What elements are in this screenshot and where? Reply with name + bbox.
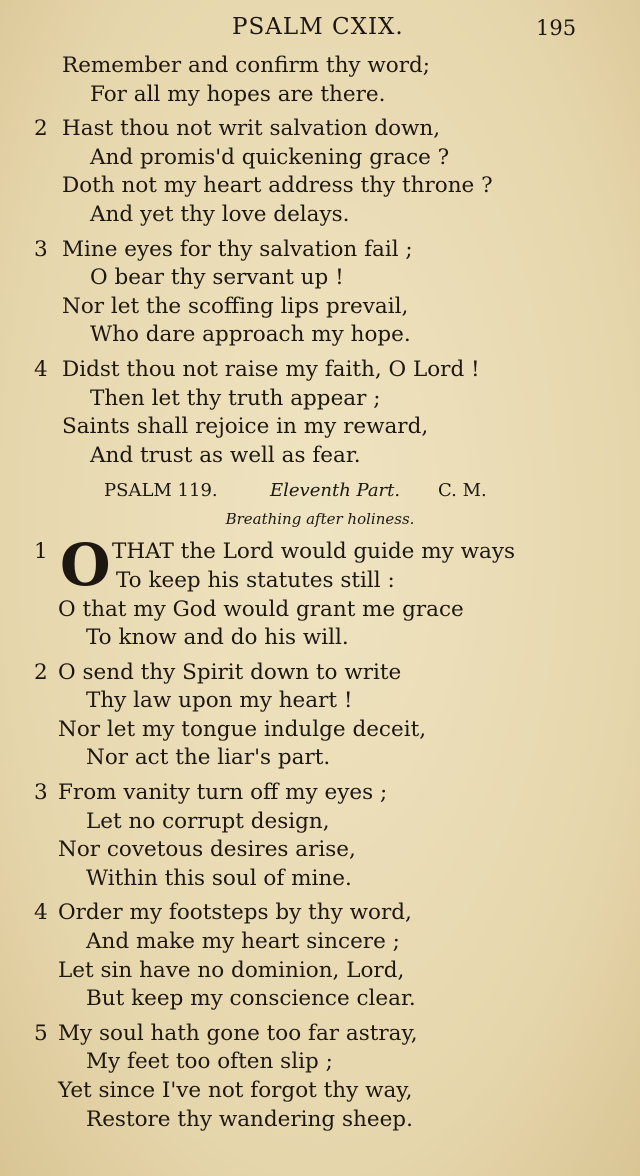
verse-line: Nor covetous desires arise, xyxy=(58,837,356,863)
verse-line: And yet thy love delays. xyxy=(90,201,350,227)
stanza-number: 3 xyxy=(34,780,48,806)
verse-line: Remember and confirm thy word; xyxy=(62,53,431,78)
verse-line: My soul hath gone too far astray, xyxy=(58,1020,418,1046)
stanza-a-4 xyxy=(0,356,640,470)
stanza-number: 3 xyxy=(34,236,48,262)
page-body xyxy=(0,52,640,1134)
part-name: Eleventh Part. xyxy=(270,480,401,502)
verse-line: Nor act the liar's part. xyxy=(86,745,331,771)
verse-line: Thy law upon my heart ! xyxy=(86,688,353,714)
verse-line: Hast thou not writ salvation down, xyxy=(62,116,441,142)
verse-line: O bear thy servant up ! xyxy=(90,265,344,291)
verse-line: Then let thy truth appear ; xyxy=(90,385,381,411)
stanza-a-2 xyxy=(0,115,640,229)
verse-line: Let no corrupt design, xyxy=(86,808,330,834)
verse-line: But keep my conscience clear. xyxy=(86,986,416,1012)
verse-line: For all my hopes are there. xyxy=(90,81,386,107)
stanza-number: 4 xyxy=(34,356,48,382)
verse-line: Restore thy wandering sheep. xyxy=(86,1106,413,1132)
verse-line: O that my God would grant me grace xyxy=(58,596,464,622)
verse-line: Order my footsteps by thy word, xyxy=(58,900,412,926)
verse-line: Didst thou not raise my faith, O Lord ! xyxy=(62,356,480,382)
verse-line: My feet too often slip ; xyxy=(86,1049,333,1075)
stanza-b-5 xyxy=(0,1020,640,1134)
verse-line: And promis'd quickening grace ? xyxy=(90,144,450,170)
drop-cap: O xyxy=(60,531,111,600)
running-head: PSALM CXIX. xyxy=(232,14,404,40)
verse-line: Yet since I've not forgot thy way, xyxy=(58,1078,413,1103)
stanza-a-3 xyxy=(0,236,640,350)
stanza-number: 4 xyxy=(34,900,48,926)
verse-line: And trust as well as fear. xyxy=(90,442,361,468)
part-title: PSALM 119. xyxy=(104,480,218,502)
verse-line: Saints shall rejoice in my reward, xyxy=(62,414,429,440)
verse-line: Let sin have no dominion, Lord, xyxy=(58,957,405,983)
verse-line: Nor let the scoffing lips prevail, xyxy=(62,293,409,319)
verse-line: To know and do his will. xyxy=(86,625,349,651)
verse-line: O send thy Spirit down to write xyxy=(58,659,402,685)
part-meter: C. M. xyxy=(438,480,487,502)
page-number: 195 xyxy=(536,16,577,40)
stanza-number: 2 xyxy=(34,116,48,142)
verse-line: Nor let my tongue indulge deceit, xyxy=(58,716,427,742)
stanza-b-4 xyxy=(0,899,640,1013)
stanza-number: 5 xyxy=(34,1020,48,1046)
verse-line: And make my heart sincere ; xyxy=(86,929,400,955)
verse-line: THAT the Lord would guide my ways xyxy=(112,539,515,565)
stanza-b-3 xyxy=(0,779,640,893)
stanza-b-1 xyxy=(0,531,640,652)
verse-line: Mine eyes for thy salvation fail ; xyxy=(62,236,413,262)
verse-line: From vanity turn off my eyes ; xyxy=(58,780,388,806)
verse-line: Doth not my heart address thy throne ? xyxy=(62,173,493,199)
page-header xyxy=(0,14,640,44)
verse-line: Who dare approach my hope. xyxy=(90,322,411,348)
part-subtitle: Breathing after holiness. xyxy=(225,510,415,529)
verse-line: Within this soul of mine. xyxy=(86,865,352,891)
stanza-number: 1 xyxy=(34,539,48,565)
stanza-b-2 xyxy=(0,659,640,773)
part-heading xyxy=(0,476,640,506)
stanza-opening xyxy=(0,52,640,109)
verse-line: To keep his statutes still : xyxy=(116,567,395,593)
stanza-number: 2 xyxy=(34,659,48,685)
